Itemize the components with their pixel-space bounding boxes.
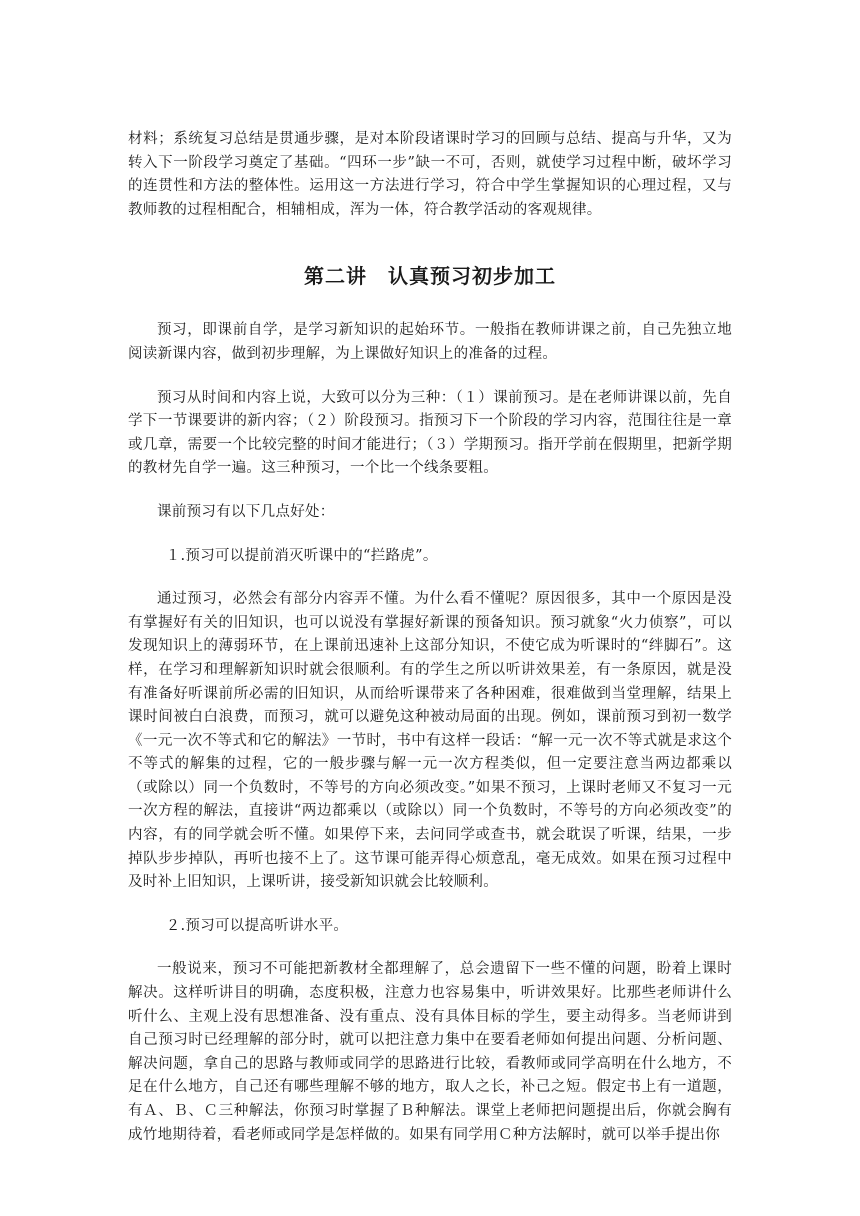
paragraph-definition: 预习，即课前自学，是学习新知识的起始环节。一般指在教师讲课之前，自己先独立地阅读新课内容，做到初步理解，为上课做好知识上的准备的过程。 bbox=[128, 322, 732, 362]
intro-paragraph: 材料；系统复习总结是贯通步骤，是对本阶段诸课时学习的回顾与总结、提高与升华，又为转入下一阶段学习奠定了基础。“四环一步”缺一不可，否则，就使学习过程中断，破坏学习的连贯性和方法的整体性。运用这一方法进行学习，符合中学生掌握知识的心理过程，又与教师教的过程相配合，相辅相成，浑为一体，符合教学活动的客观规律。 bbox=[128, 131, 732, 218]
paragraph-benefit-1-detail: 通过预习，必然会有部分内容弄不懂。为什么看不懂呢？原因很多，其中一个原因是没有掌握好有关的旧知识，也可以说没有掌握好新课的预备知识。预习就象“火力侦察”，可以发现知识上的薄弱环节，在上课前迅速补上这部分知识，不使它成为听课时的“绊脚石”。这样，在学习和理解新知识时就会很顺利。有的学生之所以听讲效果差，有一条原因，就是没有准备好听课前所必需的旧知识，从而给听课带来了各种困难，很难做到当堂理解，结果上课时间被白白浪费，而预习，就可以避免这种被动局面的出现。例如，课前预习到初一数学《一元一次不等式和它的解法》一节时，书中有这样一段话：“解一元一次不等式就是求这个不等式的解集的过程，它的一般步骤与解一元一次方程类似，但一定要注意当两边都乘以（或除以）同一个负数时，不等号的方向必须改变。”如果不预习，上课时老师又不复习一元一次方程的解法，直接讲“两边都乘以（或除以）同一个负数时，不等号的方向必须改变”的内容，有的同学就会听不懂。如果停下来，去问同学或查书，就会耽误了听课，结果，一步掉队步步掉队，再听也接不上了。这节课可能弄得心烦意乱，毫无成效。如果在预习过程中及时补上旧知识，上课听讲，接受新知识就会比较顺利。 bbox=[128, 591, 732, 891]
benefit-item-2: ２.预习可以提高听讲水平。 bbox=[165, 917, 349, 934]
paragraph-benefits-intro: 课前预习有以下几点好处： bbox=[157, 503, 335, 520]
paragraph-benefit-2-detail: 一般说来，预习不可能把新教材全都理解了，总会遗留下一些不懂的问题，盼着上课时解决。这样听讲目的明确，态度积极，注意力也容易集中，听讲效果好。比那些老师讲什么听什么、主观上没有思想准备、没有重点、没有具体目标的学生，要主动得多。当老师讲到自己预习时已经理解的部分时，就可以把注意力集中在要看老师如何提出问题、分析问题、解决问题，拿自己的思路与教师或同学的思路进行比较，看教师或同学高明在什么地方，不足在什么地方，自己还有哪些理解不够的地方，取人之长，补己之短。假定书上有一道题，有Ａ、Ｂ、Ｃ三种解法，你预习时掌握了Ｂ种解法。课堂上老师把问题提出后，你就会胸有成竹地期待着，看老师或同学是怎样做的。如果有同学用Ｃ种方法解时，就可以举手提出你 bbox=[128, 961, 732, 1143]
document-page bbox=[128, 128, 732, 1147]
benefit-item-1: １.预习可以提前消灭听课中的“拦路虎”。 bbox=[165, 547, 438, 564]
paragraph-types: 预习从时间和内容上说，大致可以分为三种：（１）课前预习。是在老师讲课以前，先自学下一节课要讲的新内容；（２）阶段预习。指预习下一个阶段的学习内容，范围往往是一章或几章，需要一个比较完整的时间才能进行；（３）学期预习。指开学前在假期里，把新学期的教材先自学一遍。这三种预习，一个比一个线条要粗。 bbox=[128, 389, 732, 477]
lecture-title: 第二讲 认真预习初步加工 bbox=[304, 264, 556, 289]
